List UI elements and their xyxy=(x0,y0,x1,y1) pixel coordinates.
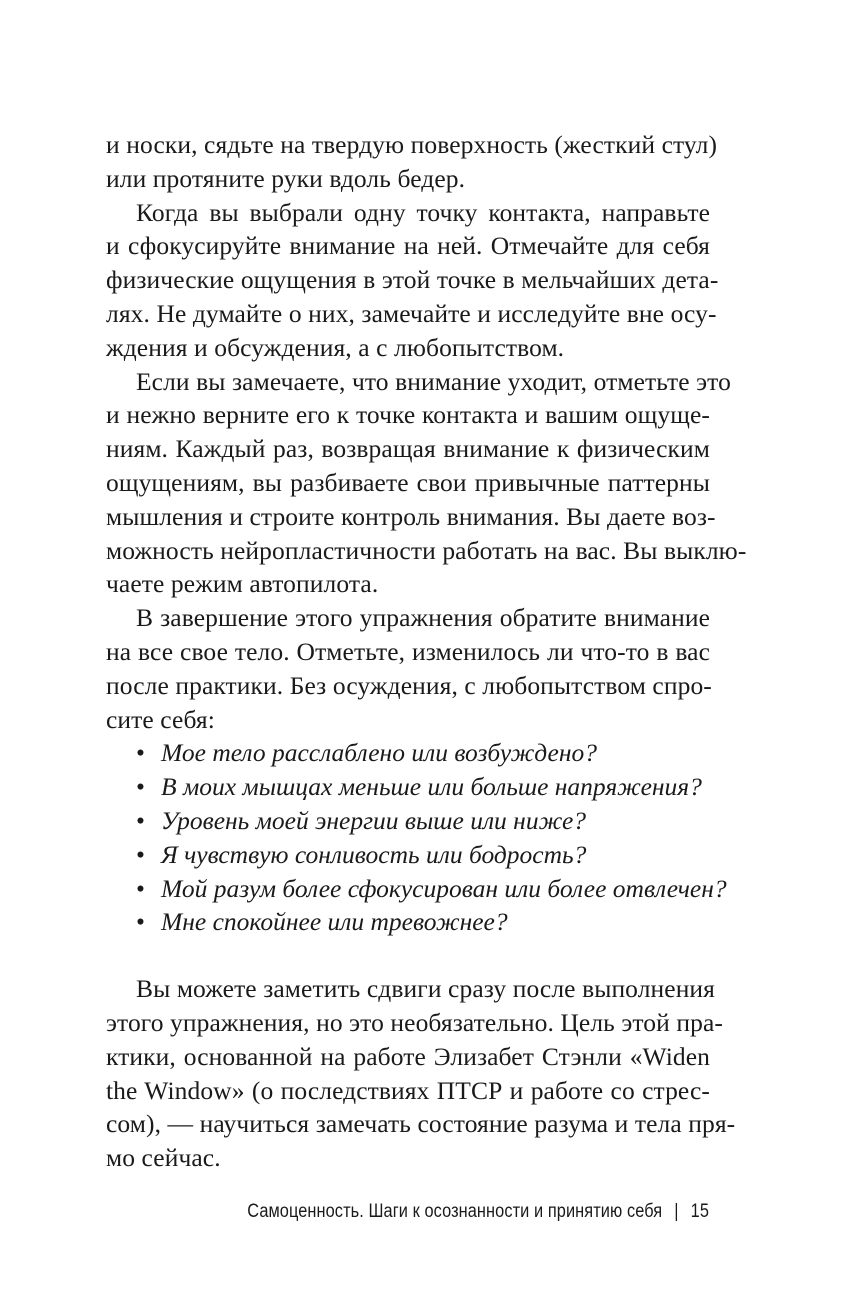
list-item-text: В моих мышцах меньше или больше напряжения? xyxy=(161,772,702,802)
bullet-marker: • xyxy=(136,839,145,869)
list-item-text: Мое тело расслаблено или возбуждено? xyxy=(161,738,597,768)
bullet-marker: • xyxy=(136,738,145,768)
list-item-text: Уровень моей энергии выше или ниже? xyxy=(161,805,587,835)
list-item xyxy=(106,905,710,939)
list-item xyxy=(106,804,710,838)
text-line: можность нейропластичности работать на вас. Вы выклю- xyxy=(106,535,747,565)
text-line: ждения и обсуждения, а с любопытством. xyxy=(106,332,565,362)
text-line: ниям. Каждый раз, возвращая внимание к физическим xyxy=(106,434,710,464)
list-item xyxy=(106,770,710,804)
page-number: 15 xyxy=(690,1201,709,1222)
paragraph-5 xyxy=(106,972,736,1175)
text-line: the Window» (о последствиях ПТСР и работе со стрес- xyxy=(106,1075,710,1105)
bullet-marker: • xyxy=(136,907,145,937)
text-line: этого упражнения, но это необязательно. Цель этой пра- xyxy=(106,1007,723,1037)
text-line: мышления и строите контроль внимания. Вы даете воз- xyxy=(106,501,716,531)
text-line: ощущениям, вы разбиваете свои привычные паттерны xyxy=(106,467,710,497)
list-item-text: Мне спокойнее или тревожнее? xyxy=(161,907,508,937)
text-line: ктики, основанной на работе Элизабет Стэнли «Widen xyxy=(106,1041,710,1071)
text-line: мо сейчас. xyxy=(106,1143,221,1173)
bullet-marker: • xyxy=(136,873,145,903)
text-line: физические ощущения в этой точке в мельчайших дета- xyxy=(106,265,719,295)
running-title: Самоценность. Шаги к осознанности и принятию себя xyxy=(247,1201,663,1222)
text-line: лях. Не думайте о них, замечайте и исследуйте вне осу- xyxy=(106,298,717,328)
footer-separator: | xyxy=(674,1201,679,1222)
list-item xyxy=(106,872,727,906)
page-footer xyxy=(99,1198,709,1226)
section-gap xyxy=(106,939,710,972)
text-line: после практики. Без осуждения, с любопытством спро- xyxy=(106,670,712,700)
paragraph-2 xyxy=(106,196,719,365)
text-line: и сфокусируйте внимание на ней. Отмечайте для себя xyxy=(106,231,710,261)
text-line: чаете режим автопилота. xyxy=(106,569,379,599)
list-item-text: Мой разум более сфокусирован или более отвлечен? xyxy=(161,873,727,903)
paragraph-4 xyxy=(106,601,710,736)
text-line: Вы можете заметить сдвиги сразу после выполнения xyxy=(136,974,716,1004)
list-item xyxy=(106,736,710,770)
question-list xyxy=(106,736,727,939)
page-body xyxy=(106,128,747,1175)
text-line: и нежно верните его к точке контакта и вашим ощуще- xyxy=(106,400,710,430)
paragraph-3 xyxy=(106,365,747,602)
list-item xyxy=(106,838,710,872)
text-line: Когда вы выбрали одну точку контакта, направьте xyxy=(136,197,710,227)
text-line: сом), — научиться замечать состояние разума и тела пря- xyxy=(106,1109,736,1139)
text-line: или протяните руки вдоль бедер. xyxy=(106,163,466,193)
bullet-marker: • xyxy=(136,772,145,802)
text-line: сите себя: xyxy=(106,704,215,734)
bullet-marker: • xyxy=(136,805,145,835)
text-line: на все свое тело. Отметьте, изменилось ли что-то в вас xyxy=(106,636,710,666)
paragraph-1 xyxy=(106,128,718,196)
text-line: и носки, сядьте на твердую поверхность (жесткий стул) xyxy=(106,130,718,159)
list-item-text: Я чувствую сонливость или бодрость? xyxy=(161,839,587,869)
text-line: В завершение этого упражнения обратите внимание xyxy=(136,603,710,633)
text-line: Если вы замечаете, что внимание уходит, отметьте это xyxy=(136,366,731,396)
